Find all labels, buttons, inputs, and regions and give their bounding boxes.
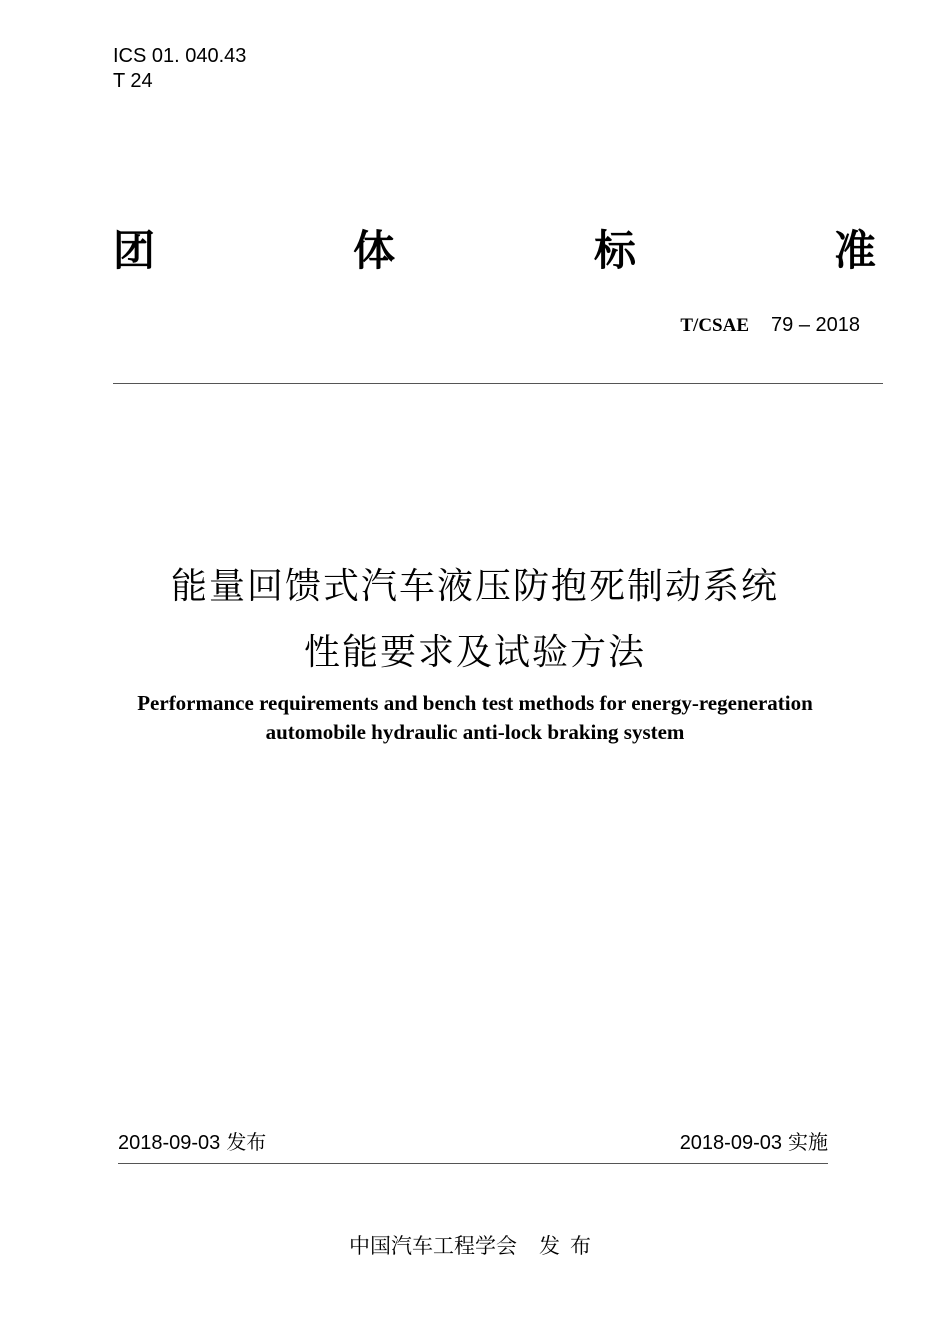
implementation-date [680,1128,828,1157]
title-char-4: 准 [834,226,877,275]
title-char-1: 团 [113,226,156,275]
classification-block [113,44,246,94]
impl-date-value: 2018-09-03 [679,1132,782,1154]
ics-code: ICS 01. 040.43 [113,45,247,67]
standard-number [680,311,860,339]
title-char-2: 体 [353,226,396,275]
issue-date [118,1128,266,1157]
issue-date-label: 发布 [226,1130,267,1154]
standard-code: T/CSAE [680,315,750,336]
title-cn-line2: 性能要求及试验方法 [303,632,646,673]
header-divider [113,383,883,384]
publisher-name: 中国汽车工程学会 [349,1234,517,1258]
title-char-3: 标 [594,226,637,275]
footer-divider [118,1163,828,1164]
standard-year-number: 79 – 2018 [771,314,860,336]
publisher-line [0,1231,950,1261]
standard-type-title [113,226,883,276]
title-en-line1: Performance requirements and bench test methods for energy-regeneration [137,691,813,715]
publisher-action: 发布 [539,1234,601,1258]
title-en-line2: automobile hydraulic anti-lock braking system [265,720,685,744]
issue-date-value: 2018-09-03 [118,1132,221,1154]
impl-date-label: 实施 [788,1130,828,1154]
title-cn-line1: 能量回馈式汽车液压防抱死制动系统 [170,566,779,607]
ccs-code: T 24 [113,70,153,92]
